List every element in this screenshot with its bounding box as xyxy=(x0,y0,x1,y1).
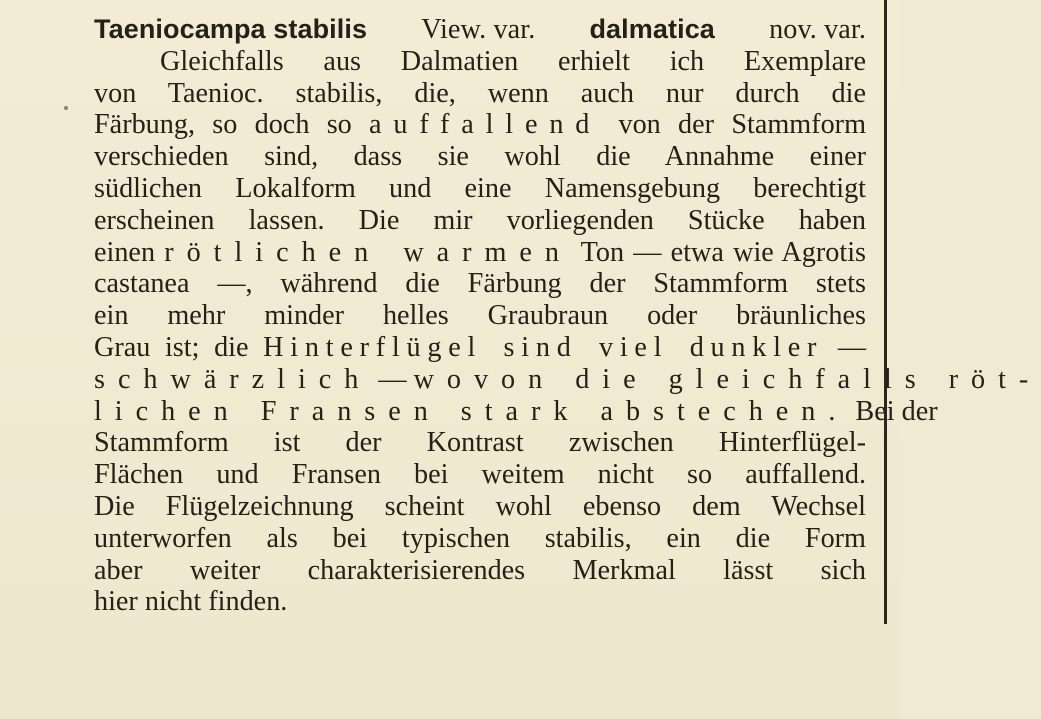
emphasized-text: rötlichen warmen xyxy=(164,236,572,268)
text-line-10 xyxy=(94,332,866,364)
text-line-18: hier nicht finden. xyxy=(94,586,288,618)
emphasized-text: wovon die gleichfalls röt- xyxy=(413,363,1041,395)
article-text xyxy=(94,14,1041,618)
emphasized-text: auffallend xyxy=(369,109,602,141)
text-segment: Ton — etwa wie Agrotis xyxy=(571,236,866,268)
text-segment: — xyxy=(823,331,867,363)
text-segment: Färbung, so doch so xyxy=(94,109,370,141)
text-line-12 xyxy=(94,395,938,428)
text-line-4: verschieden sind, dass sie wohl die Annahme einer xyxy=(94,141,866,173)
text-segment: Bei der xyxy=(848,395,938,427)
text-line-13: Stammform ist der Kontrast zwischen Hinterflügel- xyxy=(94,427,866,459)
text-line-17: aber weiter charakterisierendes Merkmal lässt sich xyxy=(94,554,866,586)
variety-status: nov. var. xyxy=(769,14,866,45)
text-line-11 xyxy=(94,363,1041,396)
text-line-7 xyxy=(94,237,866,269)
text-line-2: von Taenioc. stabilis, die, wenn auch nur durch die xyxy=(94,77,866,109)
text-line-14: Flächen und Fransen bei weitem nicht so auffallend. xyxy=(94,459,866,491)
text-segment: — xyxy=(371,363,414,395)
text-segment: von der Stammform xyxy=(601,109,866,141)
species-name: Taeniocampa stabilis xyxy=(94,14,368,44)
emphasized-text: lichen Fransen stark abstechen. xyxy=(94,395,849,427)
text-line-9: ein mehr minder helles Graubraun oder bräunliches xyxy=(94,300,866,332)
text-line-15: Die Flügelzeichnung scheint wohl ebenso dem Wechsel xyxy=(94,490,866,522)
emphasized-text: schwärzlich xyxy=(94,363,372,395)
author-variant: View. var. xyxy=(421,14,536,45)
text-segment: Grau ist; die xyxy=(94,331,264,363)
margin-dot xyxy=(64,106,68,110)
text-line-16: unterworfen als bei typischen stabilis, ein die Form xyxy=(94,522,866,554)
right-border-rule xyxy=(884,0,887,624)
text-segment: einen xyxy=(94,236,165,268)
variety-name: dalmatica xyxy=(589,14,715,44)
article-title xyxy=(94,14,866,46)
text-line-6: erscheinen lassen. Die mir vorliegenden Stücke haben xyxy=(94,204,866,236)
text-line-5: südlichen Lokalform und eine Namensgebung berechtigt xyxy=(94,172,866,204)
text-line-3 xyxy=(94,109,866,141)
text-line-8: castanea —, während die Färbung der Stammform stets xyxy=(94,268,866,300)
emphasized-text: Hinterflügel sind viel dunkler xyxy=(263,331,824,363)
text-line-1: Gleichfalls aus Dalmatien erhielt ich Exemplare xyxy=(160,45,866,77)
